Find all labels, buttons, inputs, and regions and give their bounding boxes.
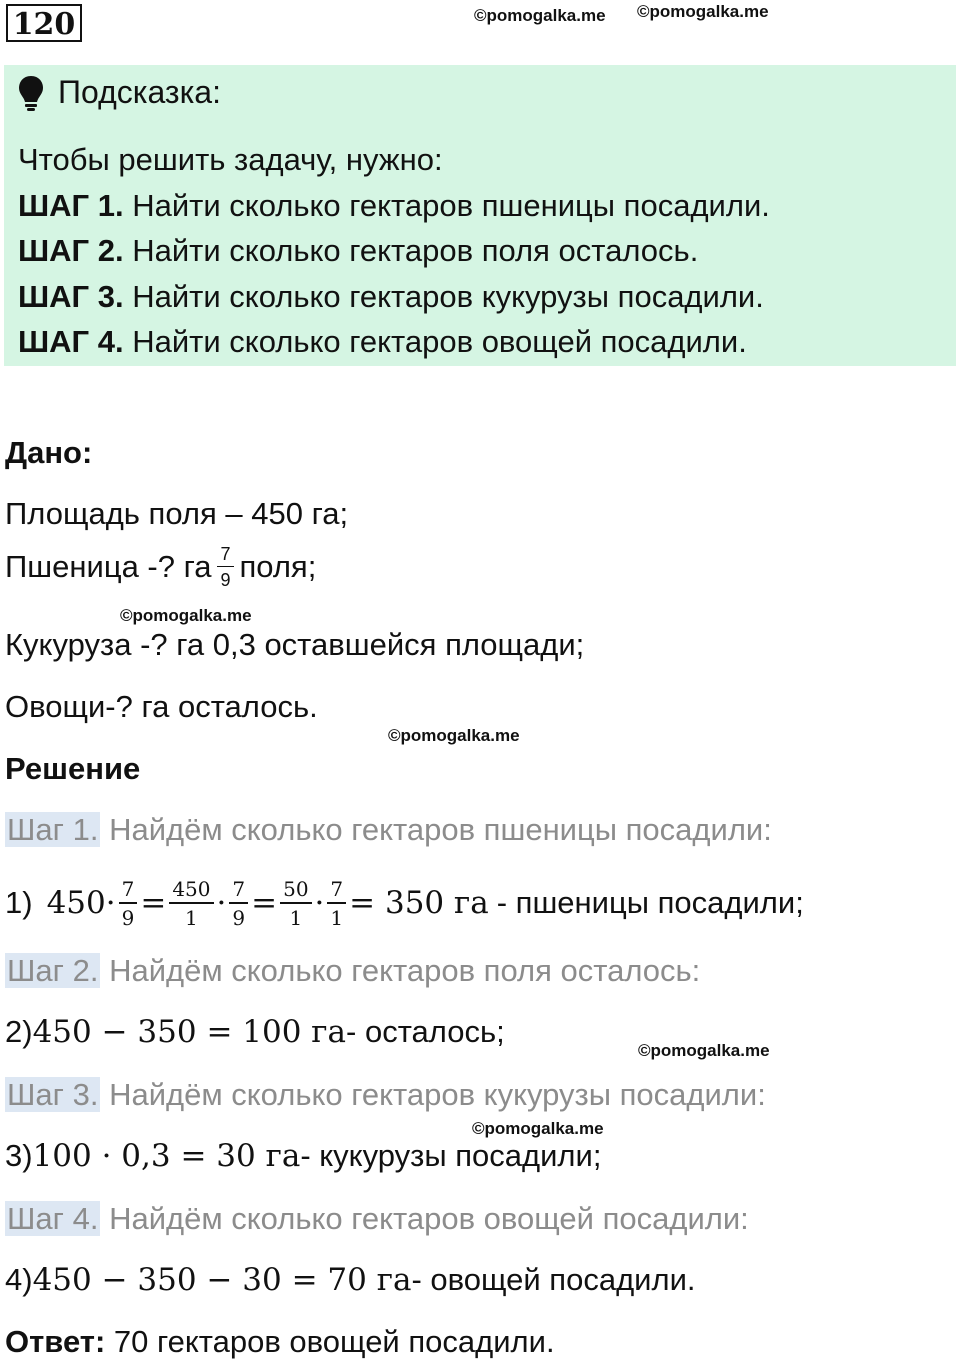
solution-step-label: Шаг 2. xyxy=(7,953,99,988)
equation-comment: - осталось; xyxy=(346,1014,505,1049)
equation-prefix: 3) xyxy=(5,1138,33,1173)
given-area: Площадь поля – 450 га; xyxy=(5,496,349,531)
equation-expression: 450 − 350 − 30 = 70 га xyxy=(32,1262,412,1298)
given-wheat xyxy=(5,545,316,589)
fraction-denominator: 1 xyxy=(185,905,198,930)
equation-comment: - овощей посадили. xyxy=(411,1262,696,1297)
hint-step-text: Найти сколько гектаров пшеницы посадили. xyxy=(132,188,770,223)
equation-prefix: 4) xyxy=(5,1262,33,1297)
answer-text: 70 гектаров овощей посадили. xyxy=(113,1324,555,1359)
given-title: Дано: xyxy=(5,435,93,470)
solution-title: Решение xyxy=(5,751,141,786)
hint-step-text: Найти сколько гектаров овощей посадили. xyxy=(132,324,747,359)
lightbulb-icon xyxy=(18,75,44,111)
given-corn: Кукуруза -? га 0,3 оставшейся площади; xyxy=(5,627,585,662)
watermark: ©pomogalka.me xyxy=(472,1119,604,1138)
fraction-numerator: 7 xyxy=(217,545,233,567)
given-wheat-suffix: поля; xyxy=(239,549,317,584)
hint-step-text: Найти сколько гектаров кукурузы посадили. xyxy=(132,279,764,314)
fraction-denominator: 1 xyxy=(330,905,344,930)
answer-label: Ответ: xyxy=(5,1324,106,1359)
solution-step xyxy=(5,953,700,989)
equation-prefix: 1) xyxy=(5,885,33,920)
given-veg: Овощи-? га осталось. xyxy=(5,689,318,724)
fraction-denominator: 9 xyxy=(220,570,231,590)
hint-intro: Чтобы решить задачу, нужно: xyxy=(18,142,443,177)
given-wheat-prefix: Пшеница -? га xyxy=(5,549,212,584)
fraction-numerator: 7 xyxy=(119,879,138,904)
fraction-denominator: 9 xyxy=(232,905,246,930)
solution-step-text: Найдём сколько гектаров кукурузы посадили: xyxy=(109,1077,766,1112)
equation-operator: · xyxy=(105,885,116,921)
fraction xyxy=(169,876,213,930)
solution-step-text: Найдём сколько гектаров поля осталось: xyxy=(109,953,701,988)
equation-operator: = xyxy=(140,885,167,921)
solution-step-label: Шаг 4. xyxy=(7,1201,99,1236)
hint-title xyxy=(18,74,221,111)
answer xyxy=(5,1324,555,1360)
solution-step xyxy=(5,1077,766,1113)
fraction-numerator: 450 xyxy=(169,879,213,904)
equation-term: 450 xyxy=(46,885,106,921)
fraction xyxy=(119,876,138,930)
hint-step-label: ШАГ 1. xyxy=(18,188,124,223)
solution-step-label: Шаг 3. xyxy=(7,1077,99,1112)
solution-step xyxy=(5,1201,749,1237)
equation-result: = 350 га xyxy=(349,885,489,921)
equation-3 xyxy=(5,1138,601,1174)
watermark: ©pomogalka.me xyxy=(388,726,520,745)
equation-4 xyxy=(5,1262,696,1298)
equation-operator: = xyxy=(251,885,278,921)
hint-title-text: Подсказка: xyxy=(58,74,221,110)
hint-step-label: ШАГ 4. xyxy=(18,324,124,359)
fraction-denominator: 9 xyxy=(121,905,135,930)
hint-step-label: ШАГ 2. xyxy=(18,233,124,268)
solution-step xyxy=(5,812,772,848)
hint-step-text: Найти сколько гектаров поля осталось. xyxy=(132,233,699,268)
watermark: ©pomogalka.me xyxy=(474,6,606,25)
solution-step-text: Найдём сколько гектаров овощей посадили: xyxy=(109,1201,749,1236)
hint-step xyxy=(18,233,698,269)
hint-step xyxy=(18,279,764,315)
equation-operator: · xyxy=(216,885,227,921)
equation-comment: - кукурузы посадили; xyxy=(300,1138,602,1173)
solution-step-text: Найдём сколько гектаров пшеницы посадили: xyxy=(109,812,772,847)
watermark: ©pomogalka.me xyxy=(638,1041,770,1060)
fraction xyxy=(217,545,233,589)
watermark: ©pomogalka.me xyxy=(637,2,769,21)
equation-comment: - пшеницы посадили; xyxy=(496,885,804,920)
equation-prefix: 2) xyxy=(5,1014,33,1049)
hint-step xyxy=(18,324,747,360)
fraction xyxy=(327,876,346,930)
hint-step xyxy=(18,188,770,224)
fraction-numerator: 7 xyxy=(229,879,248,904)
equation-expression: 100 · 0,3 = 30 га xyxy=(32,1138,301,1174)
problem-number: 120 xyxy=(6,4,82,42)
equation-operator: · xyxy=(314,885,325,921)
fraction xyxy=(280,876,311,930)
solution-step-label: Шаг 1. xyxy=(7,812,99,847)
hint-step-label: ШАГ 3. xyxy=(18,279,124,314)
equation-1 xyxy=(5,868,804,938)
equation-expression: 450 − 350 = 100 га xyxy=(32,1014,347,1050)
equation-2 xyxy=(5,1014,505,1050)
fraction-denominator: 1 xyxy=(289,905,303,930)
watermark: ©pomogalka.me xyxy=(120,606,252,625)
fraction xyxy=(229,876,248,930)
fraction-numerator: 7 xyxy=(327,879,346,904)
fraction-numerator: 50 xyxy=(280,879,311,904)
